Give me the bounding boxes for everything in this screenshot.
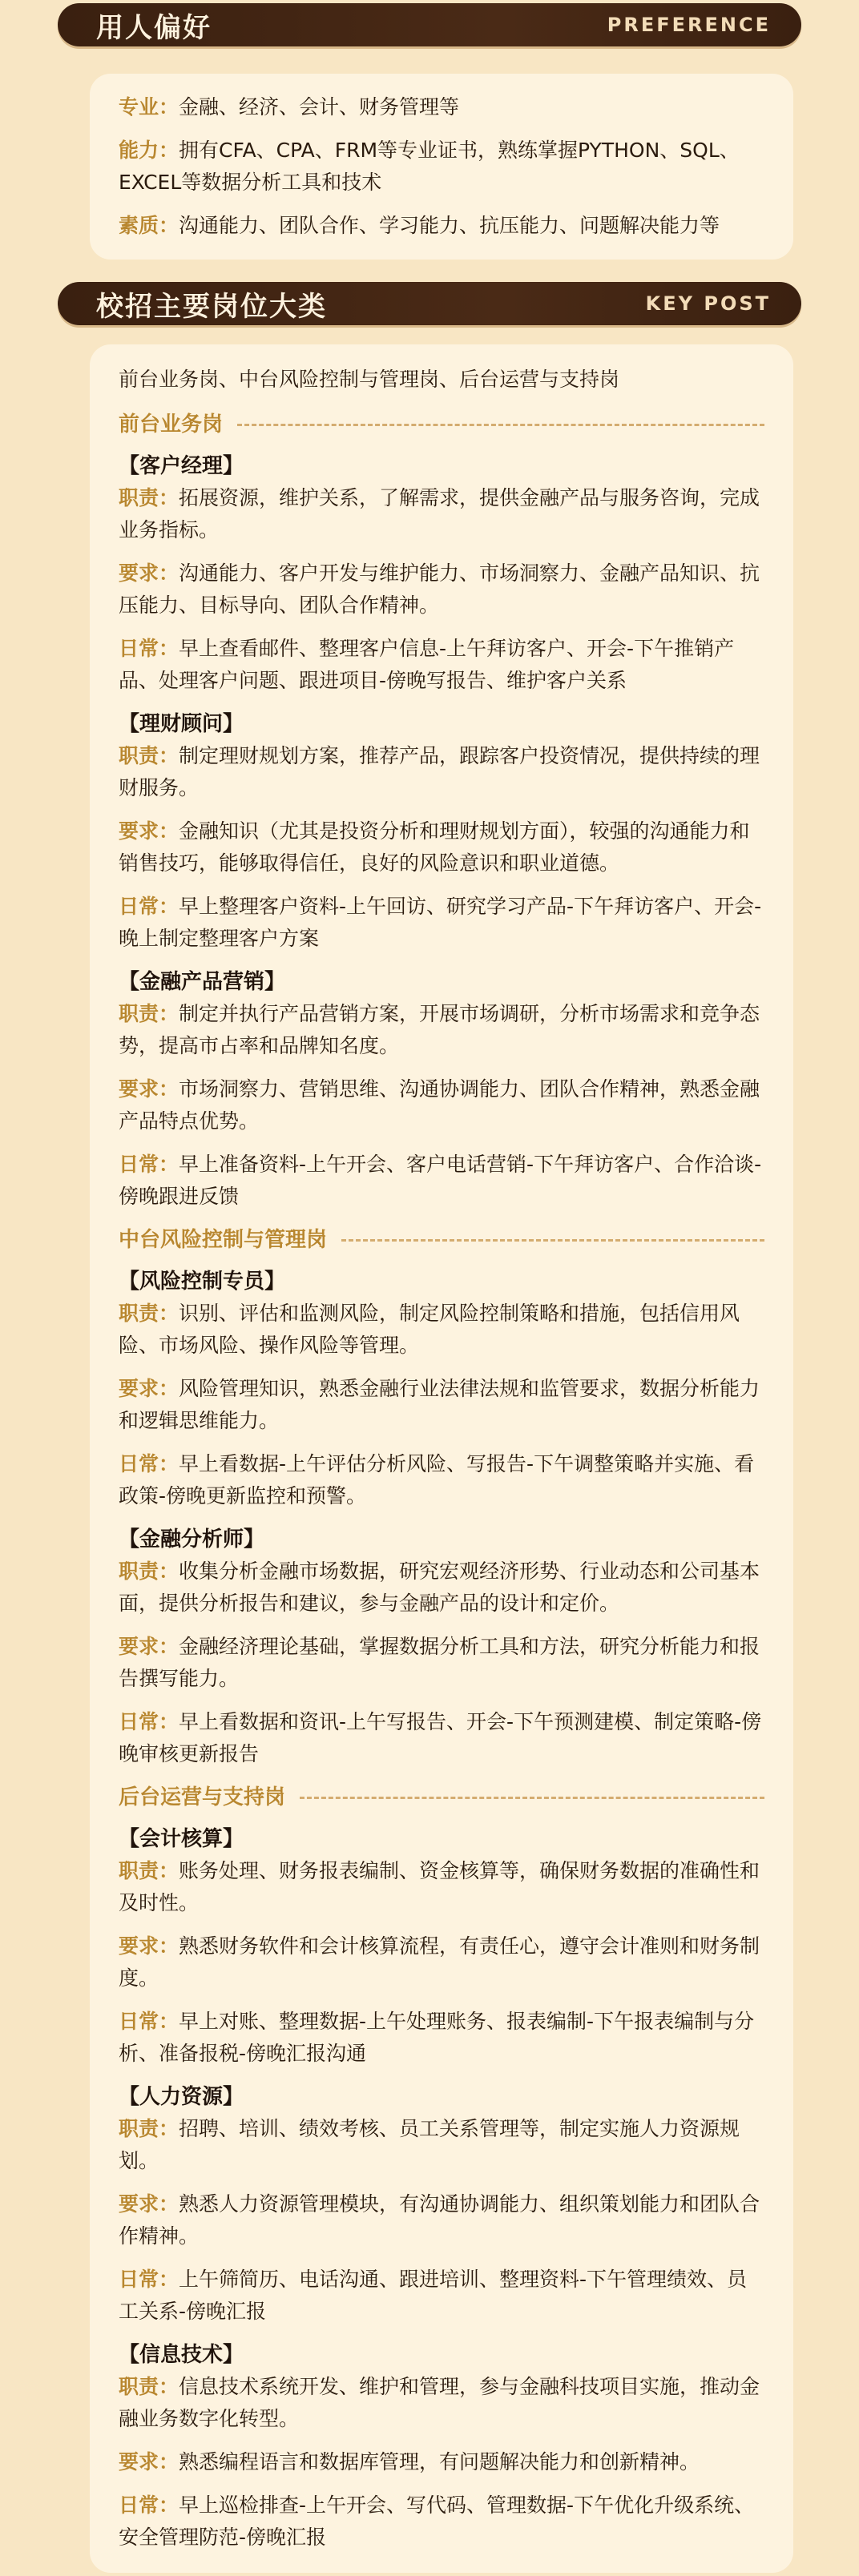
role-text: 早上整理客户资料-上午回访、研究学习产品-下午拜访客户、开会-晚上制定整理客户方案: [119, 895, 762, 950]
role-item: 职责：识别、评估和监测风险，制定风险控制策略和措施，包括信用风险、市场风险、操作风险等管理。: [119, 1302, 740, 1357]
role-item: 要求：熟悉编程语言和数据库管理，有问题解决能力和创新精神。: [119, 2450, 700, 2473]
preference-key: 专业: [119, 95, 159, 119]
preference-key: 素质: [119, 214, 159, 237]
role-text: 早上对账、整理数据-上午处理账务、报表编制-下午报表编制与分析、准备报税-傍晚汇报沟通: [119, 2010, 755, 2065]
role-key: 日常: [119, 895, 159, 918]
role-item: 日常：早上准备资料-上午开会、客户电话营销-下午拜访客户、合作洽谈-傍晚跟进反馈: [119, 1153, 762, 1208]
role-key: 职责: [119, 1859, 159, 1882]
role-item: 要求：熟悉人力资源管理模块，有沟通协调能力、组织策划能力和团队合作精神。: [119, 2192, 760, 2248]
role-item: 要求：沟通能力、客户开发与维护能力、市场洞察力、金融产品知识、抗压能力、目标导向、团队合作精神。: [119, 561, 760, 617]
role-key: 日常: [119, 1452, 159, 1475]
key-post-title: 校招主要岗位大类: [96, 290, 327, 323]
role-item: 要求：金融经济理论基础，掌握数据分析工具和方法，研究分析能力和报告撰写能力。: [119, 1635, 760, 1690]
role-key: 职责: [119, 1560, 159, 1583]
preference-title: 用人偏好: [96, 11, 212, 44]
dashed-divider: [237, 424, 764, 426]
category-middle-office: [119, 1224, 764, 1256]
role-text: 制定并执行产品营销方案，开展市场调研，分析市场需求和竞争态势，提高市占率和品牌知名度。: [119, 1002, 760, 1057]
role-key: 日常: [119, 1710, 159, 1733]
dashed-divider: [341, 1239, 764, 1242]
role-key: 要求: [119, 2192, 159, 2216]
role-key: 职责: [119, 1302, 159, 1325]
role-text: 早上看数据和资讯-上午写报告、开会-下午预测建模、制定策略-傍晚审核更新报告: [119, 1710, 762, 1765]
preference-text: 金融、经济、会计、财务管理等: [179, 95, 460, 119]
role-key: 职责: [119, 2375, 159, 2398]
role-key: 日常: [119, 2268, 159, 2291]
role-item: 日常：早上对账、整理数据-上午处理账务、报表编制-下午报表编制与分析、准备报税-傍晚汇报沟通: [119, 2010, 755, 2065]
role-title: 【客户经理】: [119, 454, 244, 478]
role-key: 职责: [119, 486, 159, 509]
role-item: 职责：信息技术系统开发、维护和管理，参与金融科技项目实施，推动金融业务数字化转型。: [119, 2375, 760, 2430]
role-key: 日常: [119, 1153, 159, 1176]
role-text: 早上巡检排查-上午开会、写代码、管理数据-下午优化升级系统、安全管理防范-傍晚汇报: [119, 2493, 755, 2549]
role-text: 上午筛简历、电话沟通、跟进培训、整理资料-下午管理绩效、员工关系-傍晚汇报: [119, 2268, 748, 2323]
role-title: 【理财顾问】: [119, 712, 244, 736]
role-key: 要求: [119, 1635, 159, 1658]
preference-en-title: PREFERENCE: [607, 14, 771, 36]
role-key: 要求: [119, 1077, 159, 1101]
role-title: 【信息技术】: [119, 2343, 244, 2367]
role-key: 日常: [119, 637, 159, 660]
role-item: 职责：账务处理、财务报表编制、资金核算等，确保财务数据的准确性和及时性。: [119, 1859, 760, 1914]
role-title: 【金融分析师】: [119, 1527, 265, 1552]
role-item: 职责：招聘、培训、绩效考核、员工关系管理等，制定实施人力资源规划。: [119, 2117, 740, 2172]
role-title: 【会计核算】: [119, 1827, 244, 1851]
role-key: 要求: [119, 1934, 159, 1958]
role-key: 要求: [119, 819, 159, 843]
key-post-card: [90, 344, 793, 2573]
preference-item-major: 专业：金融、经济、会计、财务管理等: [119, 95, 460, 119]
role-title: 【金融产品营销】: [119, 970, 286, 994]
role-text: 招聘、培训、绩效考核、员工关系管理等，制定实施人力资源规划。: [119, 2117, 740, 2172]
category-label: 前台业务岗: [119, 413, 224, 437]
role-item: 职责：制定理财规划方案，推荐产品，跟踪客户投资情况，提供持续的理财服务。: [119, 744, 760, 799]
key-post-en-title: KEY POST: [645, 292, 771, 315]
role-text: 早上看数据-上午评估分析风险、写报告-下午调整策略并实施、看政策-傍晚更新监控和预警。: [119, 1452, 755, 1507]
category-front-office: [119, 409, 764, 441]
role-item: 日常：早上巡检排查-上午开会、写代码、管理数据-下午优化升级系统、安全管理防范-傍晚汇报: [119, 2493, 755, 2549]
dashed-divider: [300, 1797, 764, 1799]
role-text: 金融经济理论基础，掌握数据分析工具和方法，研究分析能力和报告撰写能力。: [119, 1635, 760, 1690]
role-text: 早上查看邮件、整理客户信息-上午拜访客户、开会-下午推销产品、处理客户问题、跟进项目-傍晚写报告、维护客户关系: [119, 637, 735, 692]
role-item: 日常：早上看数据-上午评估分析风险、写报告-下午调整策略并实施、看政策-傍晚更新监控和预警。: [119, 1452, 755, 1507]
category-label: 后台运营与支持岗: [119, 1785, 286, 1809]
preference-text: 沟通能力、团队合作、学习能力、抗压能力、问题解决能力等: [179, 214, 720, 237]
role-item: 职责：制定并执行产品营销方案，开展市场调研，分析市场需求和竞争态势，提高市占率和品牌知名度。: [119, 1002, 760, 1057]
role-item: 要求：市场洞察力、营销思维、沟通协调能力、团队合作精神，熟悉金融产品特点优势。: [119, 1077, 760, 1133]
role-text: 熟悉编程语言和数据库管理，有问题解决能力和创新精神。: [179, 2450, 700, 2473]
role-text: 市场洞察力、营销思维、沟通协调能力、团队合作精神，熟悉金融产品特点优势。: [119, 1077, 760, 1133]
role-item: 要求：金融知识（尤其是投资分析和理财规划方面），较强的沟通能力和销售技巧，能够取得信任，良好的风险意识和职业道德。: [119, 819, 750, 875]
role-text: 账务处理、财务报表编制、资金核算等，确保财务数据的准确性和及时性。: [119, 1859, 760, 1914]
role-item: 要求：熟悉财务软件和会计核算流程，有责任心，遵守会计准则和财务制度。: [119, 1934, 760, 1990]
role-text: 收集分析金融市场数据，研究宏观经济形势、行业动态和公司基本面，提供分析报告和建议，参与金融产品的设计和定价。: [119, 1560, 760, 1615]
role-text: 识别、评估和监测风险，制定风险控制策略和措施，包括信用风险、市场风险、操作风险等管理。: [119, 1302, 740, 1357]
role-item: 要求：风险管理知识，熟悉金融行业法律法规和监管要求，数据分析能力和逻辑思维能力。: [119, 1377, 760, 1432]
preference-card: [90, 74, 793, 260]
role-key: 日常: [119, 2493, 159, 2517]
role-text: 制定理财规划方案，推荐产品，跟踪客户投资情况，提供持续的理财服务。: [119, 744, 760, 799]
preference-item-ability: 能力：拥有CFA、CPA、FRM等专业证书，熟练掌握PYTHON、SQL、EXCEL等数据分析工具和技术: [119, 139, 740, 194]
role-key: 要求: [119, 1377, 159, 1400]
role-item: 职责：收集分析金融市场数据，研究宏观经济形势、行业动态和公司基本面，提供分析报告和建议，参与金融产品的设计和定价。: [119, 1560, 760, 1615]
role-text: 熟悉财务软件和会计核算流程，有责任心，遵守会计准则和财务制度。: [119, 1934, 760, 1990]
role-title: 【人力资源】: [119, 2085, 244, 2109]
role-item: 日常：早上整理客户资料-上午回访、研究学习产品-下午拜访客户、开会-晚上制定整理客户方案: [119, 895, 762, 950]
role-key: 日常: [119, 2010, 159, 2033]
preference-item-quality: 素质：沟通能力、团队合作、学习能力、抗压能力、问题解决能力等: [119, 214, 720, 237]
role-text: 熟悉人力资源管理模块，有沟通协调能力、组织策划能力和团队合作精神。: [119, 2192, 760, 2248]
preference-key: 能力: [119, 139, 159, 162]
role-text: 信息技术系统开发、维护和管理，参与金融科技项目实施，推动金融业务数字化转型。: [119, 2375, 760, 2430]
role-text: 金融知识（尤其是投资分析和理财规划方面），较强的沟通能力和销售技巧，能够取得信任，良好的风险意识和职业道德。: [119, 819, 750, 875]
role-item: 日常：早上查看邮件、整理客户信息-上午拜访客户、开会-下午推销产品、处理客户问题、跟进项目-傍晚写报告、维护客户关系: [119, 637, 735, 692]
category-back-office: [119, 1781, 764, 1813]
role-item: 日常：早上看数据和资讯-上午写报告、开会-下午预测建模、制定策略-傍晚审核更新报告: [119, 1710, 762, 1765]
key-post-intro: 前台业务岗、中台风险控制与管理岗、后台运营与支持岗: [119, 368, 620, 391]
category-label: 中台风险控制与管理岗: [119, 1228, 328, 1252]
role-text: 风险管理知识，熟悉金融行业法律法规和监管要求，数据分析能力和逻辑思维能力。: [119, 1377, 760, 1432]
role-text: 拓展资源，维护关系，了解需求，提供金融产品与服务咨询，完成业务指标。: [119, 486, 760, 541]
key-post-header: [58, 282, 801, 325]
preference-text: 拥有CFA、CPA、FRM等专业证书，熟练掌握PYTHON、SQL、EXCEL等数据分析工具和技术: [119, 139, 740, 194]
role-item: 职责：拓展资源，维护关系，了解需求，提供金融产品与服务咨询，完成业务指标。: [119, 486, 760, 541]
role-key: 要求: [119, 561, 159, 585]
role-key: 职责: [119, 2117, 159, 2140]
preference-header: [58, 3, 801, 46]
role-key: 职责: [119, 744, 159, 767]
role-key: 要求: [119, 2450, 159, 2473]
role-item: 日常：上午筛简历、电话沟通、跟进培训、整理资料-下午管理绩效、员工关系-傍晚汇报: [119, 2268, 748, 2323]
role-text: 早上准备资料-上午开会、客户电话营销-下午拜访客户、合作洽谈-傍晚跟进反馈: [119, 1153, 762, 1208]
role-key: 职责: [119, 1002, 159, 1025]
role-title: 【风险控制专员】: [119, 1270, 286, 1294]
role-text: 沟通能力、客户开发与维护能力、市场洞察力、金融产品知识、抗压能力、目标导向、团队合作精神。: [119, 561, 760, 617]
